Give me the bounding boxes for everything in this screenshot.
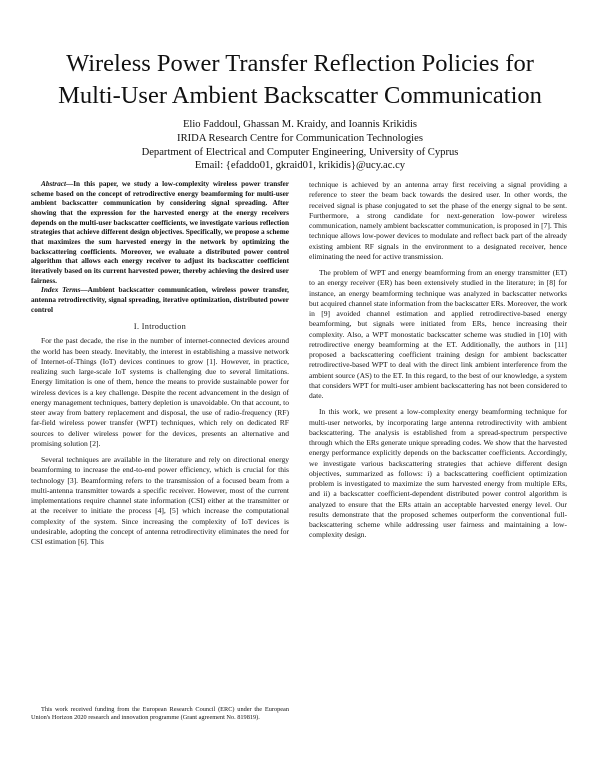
intro-paragraph-2: Several techniques are available in the literature and rely on directional energy beamforming to increase the end-to-end power efficiency, which is crucial for this technology [3]. Beamforming refers to the transmission of a focused beam from a multi-antenna transmitter towards a specific receiver. However, most of the current implementations require channel state information (CSI) either at the transmitter or at the receiver to initiate the process [4], [5] which increase the computational complexity of the system. Since increasing the complexity of IoT devices is undesirable, adopting the concept of antenna retrodirectivity eliminates the need for CSI estimation [6]. This <box>31 455 289 547</box>
author-block <box>30 118 570 173</box>
email: Email: {efaddo01, gkraid01, krikidis}@ucy.ac.cy <box>194 160 406 172</box>
right-paragraph-2: The problem of WPT and energy beamforming from an energy transmitter (ET) to an energy receiver (ER) has been extensively studied in the literature; in [8] for instance, an energy beamforming technique was analyzed in backscatter networks but acquired channel state information from the backscatter ERs. Moreover, the work in [9] avoided channel estimation and applied retrodirective-based energy beamforming, but signals were initiated from ERs, hence increasing their complexity. Also, a WPT monostatic backscatter scheme was studied in [10] with retrodirective energy beamforming at the ET. Additionally, the authors in [11] proposed a backscattering coefficient training design for ambient backscatter retrodirective-based WPT to deal with the direct link ambient interference from the ambient source (AS) to the ET. In this regard, to the best of our knowledge, a system that considers WPT for multi-user ambient backscattering has not been considered to date. <box>309 268 567 400</box>
title-line-1: Wireless Power Transfer Reflection Policies for <box>66 50 534 77</box>
index-terms <box>31 286 289 315</box>
right-paragraph-3: In this work, we present a low-complexity energy beamforming technique for multi-user networks, by incorporating large antenna retrodirectivity with ambient backscattering. The analysis is established from a spread-spectrum perspective through which the ERs generate unique spreading codes. We show that the harvested energy performance explicitly depends on the backscatter coefficients. Accordingly, we investigate various backscattering strategies that achieve different design objectives, summarized as follows: i) a backscattering coefficient optimization problem is investigated to maximize the sum harvested energy from multiple ERs, and ii) a backscatter coefficient-dependent distributed power control algorithm is analyzed to ensure that the ERs attain an acceptable harvested energy level. Our results demonstrate that the proposed schemes outperform the conventional full-backscattering scheme while addressing user fairness and maintaining a low-complexity design. <box>309 407 567 540</box>
abstract-label: Abstract <box>41 180 66 188</box>
right-paragraph-1: technique is achieved by an antenna array first receiving a signal providing a reference to steer the beam back towards the desired user. In other words, the received signal is phase conjugated to set the phase of the energy signal to be sent. Furthermore, a strong candidate for next-generation low-power wireless communication, namely ambient backscatter communication, is proposed in [7]. This technique allows low-power devices to modulate and reflect back part of the already existing ambient RF signals in the environment to a designated receiver, hence eliminating the need for active transmission. <box>309 180 567 261</box>
abstract-text: —In this paper, we study a low-complexity wireless power transfer scheme based on the concept of retrodirective energy beamforming for multi-user ambient backscatter communication by considering signal spreading. After showing that the expression for the harvested energy at the energy receivers depends on the multi-user backscatter coefficients, we investigate various reflection strategies that achieve different design objectives. Specifically, we propose a scheme that maximizes the sum harvested energy in the network by optimizing the backscattering coefficients. Moreover, we evaluate a distributed power control algorithm that allows each energy receiver to adjust its backscatter coefficient iteratively based on its current harvested power, thereby achieving the desired user fairness. <box>31 180 289 285</box>
intro-paragraph-1: For the past decade, the rise in the number of internet-connected devices around the world has been steady. Inevitably, the interest in establishing a massive network of Internet-of-Things (IoT) devices continues to grow [1]. However, in practice, realizing such large-scale IoT systems is challenging due to several limitations. Energy limitation is one of them, hence the means to provide sustainable power for wireless devices is a key challenge. Despite the recent advancement in the design of energy management techniques, battery depletion is unavoidable. On that account, to steer away from battery replacement and disposal, the use of radio-frequency (RF) far-field wireless power transfer (WPT) techniques, which rely on dedicated RF sources to deliver wireless power for the devices, presents an alternative and promising solution [2]. <box>31 336 289 448</box>
paper-title <box>30 48 570 112</box>
footnote-text: This work received funding from the European Research Council (ERC) under the European Union's Horizon 2020 research and innovation programme (Grant agreement No. 819819). <box>31 706 289 722</box>
index-terms-label: Index Terms <box>41 286 81 295</box>
title-line-2: Multi-User Ambient Backscatter Communication <box>58 82 542 109</box>
left-column <box>31 180 289 547</box>
department: Department of Electrical and Computer Engineering, University of Cyprus <box>141 146 459 158</box>
index-terms-text: —Ambient backscatter communication, wireless power transfer, antenna retrodirectivity, signal spreading, iterative optimization, distributed power control <box>31 286 289 314</box>
abstract <box>31 180 289 286</box>
institute: IRIDA Research Centre for Communication Technologies <box>177 132 423 144</box>
author-names: Elio Faddoul, Ghassan M. Kraidy, and Ioannis Krikidis <box>182 119 418 130</box>
right-column <box>309 180 567 541</box>
footnote <box>31 706 289 723</box>
section-heading-introduction: I. Introduction <box>133 322 187 332</box>
